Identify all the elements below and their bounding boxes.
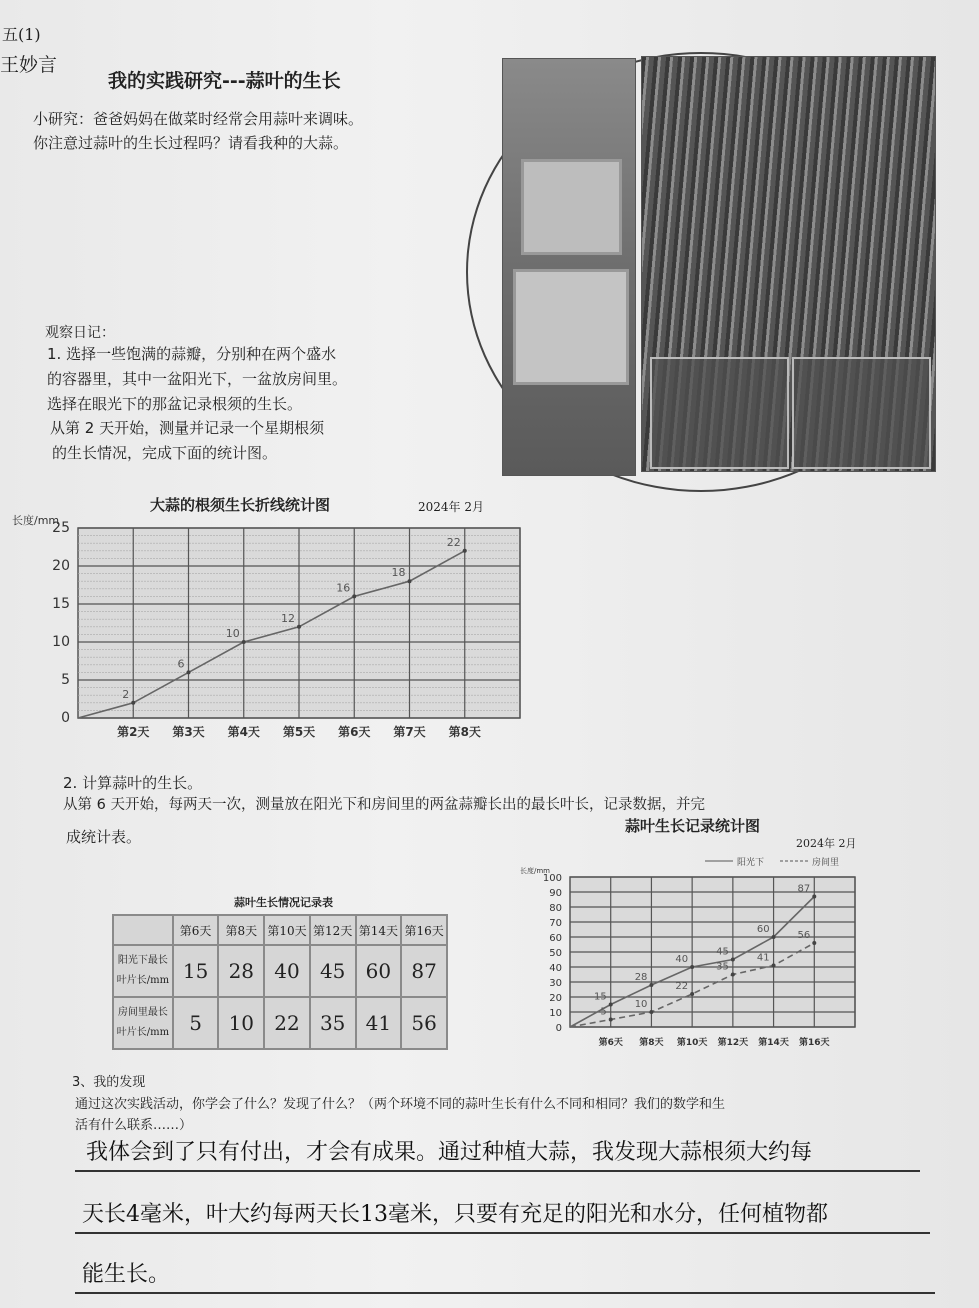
- data-label: 10: [634, 999, 648, 1010]
- y-tick-label: 40: [549, 963, 562, 974]
- data-label: 16: [336, 581, 351, 595]
- student-class: 五(1): [2, 25, 41, 44]
- pot-2: [792, 357, 931, 469]
- data-label: 28: [634, 972, 648, 983]
- data-point: [690, 965, 694, 969]
- x-tick-label: 第8天: [639, 1038, 664, 1048]
- pot-1: [650, 357, 789, 469]
- chart2-title: 蒜叶生长记录统计图: [625, 817, 761, 835]
- y-tick-label: 15: [52, 596, 70, 612]
- table-cell: 60: [356, 945, 402, 997]
- page-title: 我的实践研究---蒜叶的生长: [108, 70, 341, 92]
- y-tick-label: 5: [61, 672, 70, 688]
- section3-prompt-1: 通过这次实践活动，你学会了什么？发现了什么？（两个环境不同的蒜叶生长有什么不同和相同？我们的数学和生: [75, 1097, 726, 1112]
- data-point: [609, 1018, 613, 1022]
- answer-line-3: 能生长。: [82, 1262, 171, 1287]
- data-point: [772, 964, 776, 968]
- x-tick-label: 第6天: [598, 1038, 623, 1048]
- table-cell: 41: [356, 997, 402, 1049]
- section3-heading: 3、我的发现: [72, 1075, 146, 1090]
- diary-heading: 观察日记：: [45, 325, 115, 341]
- data-point: [731, 973, 735, 977]
- data-point: [242, 640, 246, 644]
- data-label: 40: [675, 954, 689, 965]
- data-point: [731, 958, 735, 962]
- y-tick-label: 30: [549, 978, 562, 989]
- table-cell: 87: [401, 945, 447, 997]
- table-cell: 22: [264, 997, 310, 1049]
- table-header: 第8天: [218, 915, 264, 945]
- table-cell: 15: [173, 945, 219, 997]
- table-cell: 28: [218, 945, 264, 997]
- intro-line-2: 你注意过蒜叶的生长过程吗？请看我种的大蒜。: [33, 134, 349, 152]
- chart1-date: 2024年 2月: [418, 500, 484, 514]
- leaf-growth-chart: [500, 850, 870, 1050]
- section2-line-1: 2. 计算蒜叶的生长。: [63, 774, 203, 792]
- diary-line: 从第 2 天开始，测量并记录一个星期根须: [50, 419, 325, 437]
- diary-line: 1. 选择一些饱满的蒜瓣，分别种在两个盛水: [47, 345, 337, 363]
- table-cell: 45: [310, 945, 356, 997]
- data-point: [187, 670, 191, 674]
- y-tick-label: 10: [52, 634, 70, 650]
- y-tick-label: 90: [549, 888, 562, 899]
- data-label: 87: [797, 883, 811, 895]
- data-label: 22: [446, 535, 461, 549]
- y-axis-label: 长度/mm: [520, 867, 550, 875]
- table-header-row: [113, 915, 447, 945]
- y-tick-label: 50: [549, 948, 562, 959]
- data-point: [609, 1003, 613, 1007]
- table-cell: 10: [218, 997, 264, 1049]
- row-label-line: 房间里最长: [117, 1007, 168, 1018]
- container-1: [521, 159, 622, 255]
- data-label: 6: [177, 657, 185, 671]
- diary-line: 选择在眼光下的那盆记录根须的生长。: [47, 395, 303, 413]
- table-cell: 56: [401, 997, 447, 1049]
- legend-label: 阳光下: [737, 858, 765, 868]
- x-tick-label: 第14天: [758, 1038, 789, 1048]
- data-label: 45: [716, 946, 729, 958]
- answer-line-1: 我体会到了只有付出，才会有成果。通过种植大蒜，我发现大蒜根须大约每: [86, 1140, 813, 1165]
- table-header: 第16天: [401, 915, 447, 945]
- data-label: 60: [756, 924, 770, 935]
- container-2: [513, 269, 629, 385]
- x-tick-label: 第3天: [172, 725, 205, 739]
- y-tick-label: 80: [549, 903, 562, 914]
- x-tick-label: 第2天: [117, 725, 150, 739]
- data-point: [812, 941, 816, 945]
- legend-label: 房间里: [812, 858, 840, 868]
- x-tick-label: 第8天: [448, 725, 481, 739]
- row-label-line: 叶片长/mm: [116, 1027, 170, 1038]
- x-tick-label: 第5天: [282, 725, 316, 739]
- y-tick-label: 70: [549, 918, 562, 929]
- y-tick-label: 100: [542, 873, 562, 884]
- data-point: [131, 701, 135, 705]
- y-axis-label: 长度/mm: [12, 514, 60, 527]
- data-label: 10: [225, 627, 240, 640]
- x-tick-label: 第7天: [393, 725, 426, 739]
- x-tick-label: 第10天: [676, 1038, 708, 1048]
- table-header: 第6天: [173, 915, 219, 945]
- data-point: [649, 1010, 653, 1014]
- answer-underline: [75, 1232, 930, 1234]
- data-point: [297, 625, 301, 629]
- y-tick-label: 0: [555, 1023, 562, 1034]
- table-row: [113, 997, 447, 1049]
- data-label: 2: [122, 687, 130, 701]
- table-header: 第14天: [356, 915, 402, 945]
- y-tick-label: 10: [549, 1008, 562, 1019]
- student-name: 王妙言: [0, 54, 58, 76]
- table-title: 蒜叶生长情况记录表: [234, 896, 333, 909]
- intro-line-1: 小研究：爸爸妈妈在做菜时经常会用蒜叶来调味。: [33, 110, 364, 128]
- leaf-record-table: [112, 914, 448, 1050]
- table-corner: [113, 915, 173, 945]
- data-label: 12: [281, 611, 295, 625]
- data-point: [690, 992, 694, 996]
- table-header: 第12天: [310, 915, 356, 945]
- answer-line-2: 天长4毫米，叶大约每两天长13毫米，只要有充足的阳光和水分，任何植物都: [82, 1202, 828, 1227]
- data-label: 41: [756, 952, 770, 964]
- chart2-date: 2024年 2月: [796, 837, 857, 850]
- data-point: [772, 935, 776, 939]
- answer-underline: [75, 1292, 935, 1294]
- row-label: [113, 945, 173, 997]
- data-point: [812, 895, 816, 899]
- diary-line: 的容器里，其中一盆阳光下，一盆放房间里。: [47, 370, 348, 388]
- data-point: [463, 549, 467, 553]
- chart1-title: 大蒜的根须生长折线统计图: [150, 496, 331, 514]
- section3-prompt-2: 活有什么联系……）: [75, 1118, 193, 1133]
- y-tick-label: 20: [549, 993, 562, 1004]
- y-tick-label: 20: [52, 558, 70, 574]
- garlic-containers-photo: [502, 58, 636, 476]
- answer-underline: [75, 1170, 920, 1172]
- data-label: 18: [391, 566, 406, 580]
- data-point: [408, 579, 412, 583]
- section2-line-3: 成统计表。: [66, 828, 142, 846]
- x-tick-label: 第16天: [799, 1038, 830, 1048]
- y-tick-label: 0: [61, 710, 70, 726]
- data-label: 35: [716, 961, 729, 973]
- table-cell: 5: [173, 997, 219, 1049]
- data-label: 5: [600, 1006, 607, 1018]
- y-tick-label: 60: [549, 933, 562, 944]
- data-point: [352, 594, 356, 598]
- row-label-line: 叶片长/mm: [116, 975, 170, 986]
- data-point: [649, 983, 653, 987]
- table-cell: 35: [310, 997, 356, 1049]
- data-label: 22: [675, 981, 689, 992]
- root-growth-chart: [0, 510, 540, 750]
- data-label: 56: [797, 930, 811, 941]
- row-label-line: 阳光下最长: [117, 955, 168, 966]
- x-tick-label: 第6天: [338, 725, 371, 739]
- table-header: 第10天: [264, 915, 310, 945]
- diary-line: 的生长情况，完成下面的统计图。: [52, 444, 278, 462]
- x-tick-label: 第12天: [717, 1038, 749, 1048]
- x-tick-label: 第4天: [227, 725, 260, 739]
- data-label: 15: [593, 991, 607, 1003]
- y-tick-label: 25: [52, 520, 70, 536]
- row-label: [113, 997, 173, 1049]
- section2-line-2: 从第 6 天开始，每两天一次，测量放在阳光下和房间里的两盆蒜瓣长出的最长叶长，记录数据，并完: [63, 797, 705, 813]
- garlic-leaves-photo: [641, 56, 936, 472]
- table-cell: 40: [264, 945, 310, 997]
- table-row: [113, 945, 447, 997]
